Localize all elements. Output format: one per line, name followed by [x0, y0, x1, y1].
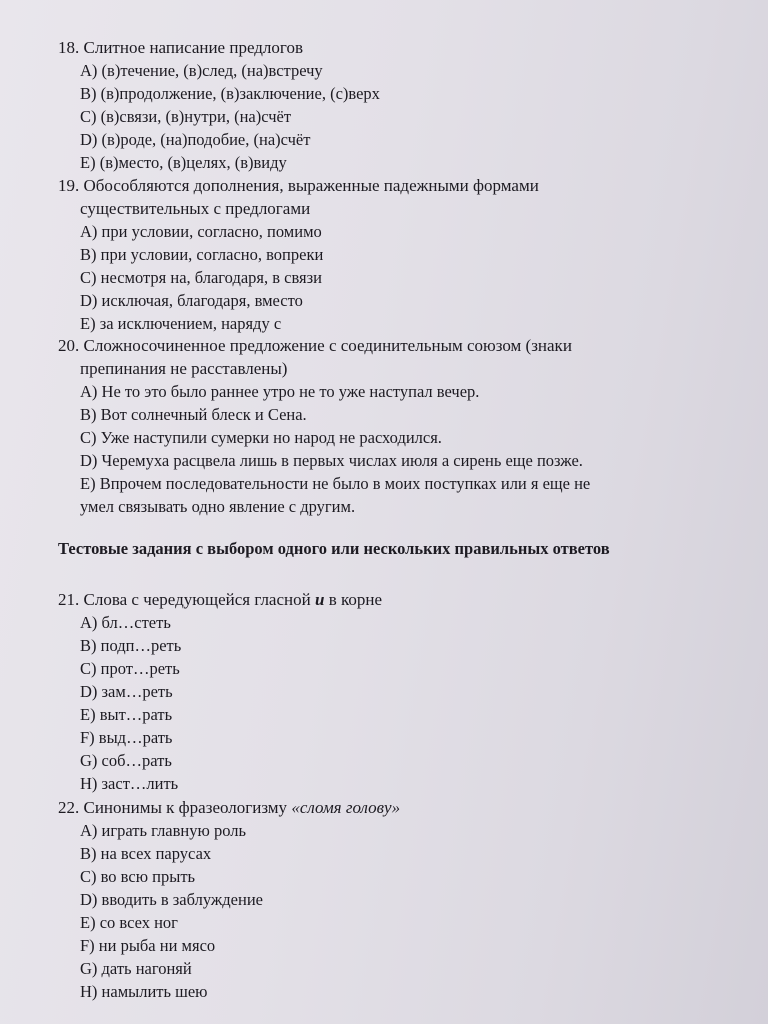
question-19-option-d: D) исключая, благодаря, вместо: [80, 291, 303, 310]
question-19-prompt-cont: существительных с предлогами: [80, 199, 311, 218]
question-20-text: [58, 334, 738, 357]
question-19-option-a: A) при условии, согласно, помимо: [80, 222, 322, 241]
question-22-option-e: E) со всех ног: [80, 913, 178, 932]
question-21-prompt-before: Слова с чередующейся гласной: [83, 590, 315, 609]
question-20-option-c: C) Уже наступили сумерки но народ не расходился.: [80, 428, 442, 447]
question-22-option-d: D) вводить в заблуждение: [80, 890, 263, 909]
question-22-option-c: C) во всю прыть: [80, 867, 196, 886]
question-18-option-b: B) (в)продолжение, (в)заключение, (с)верх: [80, 84, 380, 103]
question-18-option-d: D) (в)роде, (на)подобие, (на)счёт: [80, 130, 311, 149]
question-21-option-c: C) прот…реть: [80, 659, 180, 678]
question-18: [58, 36, 738, 174]
question-19-option-c: C) несмотря на, благодаря, в связи: [80, 268, 322, 287]
question-19: [58, 174, 738, 335]
question-20-option-b: B) Вот солнечный блеск и Сена.: [80, 405, 307, 424]
question-20-option-e: E) Впрочем последовательности не было в моих поступках или я еще не: [80, 474, 591, 493]
section-title: Тестовые задания с выбором одного или нескольких правильных ответов: [58, 539, 610, 558]
question-18-prompt: Слитное написание предлогов: [83, 38, 303, 57]
question-21-number: 21.: [58, 590, 80, 609]
question-18-option-c: C) (в)связи, (в)нутри, (на)счёт: [80, 107, 292, 126]
question-22-text: [58, 796, 738, 819]
question-21-option-h: H) заст…лить: [80, 774, 179, 793]
question-21-option-a: A) бл…стеть: [80, 613, 171, 632]
question-20-option-d: D) Черемуха расцвела лишь в первых числах июля а сирень еще позже.: [80, 451, 583, 470]
question-20: [58, 334, 738, 518]
question-21-option-g: G) соб…рать: [80, 751, 172, 770]
question-21-option-e: E) выт…рать: [80, 705, 173, 724]
question-19-option-b: B) при условии, согласно, вопреки: [80, 245, 324, 264]
question-19-prompt: Обособляются дополнения, выраженные падежными формами: [83, 176, 539, 195]
question-19-text: [58, 174, 738, 197]
question-21-option-b: B) подп…реть: [80, 636, 182, 655]
question-21-text: [58, 588, 738, 611]
question-20-option-a: A) Не то это было раннее утро не то уже наступал вечер.: [80, 382, 480, 401]
question-22-option-b: B) на всех парусах: [80, 844, 212, 863]
question-20-prompt: Сложносочиненное предложение с соединительным союзом (знаки: [83, 336, 572, 355]
question-21-prompt-emphasis: и: [314, 590, 325, 609]
question-22-option-a: A) играть главную роль: [80, 821, 246, 840]
question-22-option-g: G) дать нагоняй: [80, 959, 192, 978]
question-21-option-f: F) выд…рать: [80, 728, 173, 747]
question-20-option-e-cont: умел связывать одно явление с другим.: [80, 497, 356, 516]
question-21: [58, 588, 738, 795]
question-20-prompt-cont: препинания не расставлены): [80, 359, 288, 378]
question-21-prompt-after: в корне: [324, 590, 383, 609]
question-18-number: 18.: [58, 38, 80, 57]
question-20-number: 20.: [58, 336, 80, 355]
question-18-option-a: A) (в)течение, (в)след, (на)встречу: [80, 61, 323, 80]
question-18-option-e: E) (в)место, (в)целях, (в)виду: [80, 153, 287, 172]
question-21-option-d: D) зам…реть: [80, 682, 173, 701]
question-22-option-h: H) намылить шею: [80, 982, 208, 1001]
question-22-prompt-emphasis: «сломя голову»: [291, 798, 401, 817]
question-22-option-f: F) ни рыба ни мясо: [80, 936, 216, 955]
question-22-number: 22.: [58, 798, 80, 817]
question-19-option-e: E) за исключением, наряду с: [80, 314, 282, 333]
question-22: [58, 796, 738, 1003]
question-18-text: [58, 36, 738, 59]
question-19-number: 19.: [58, 176, 80, 195]
question-22-prompt-before: Синонимы к фразеологизму: [83, 798, 292, 817]
